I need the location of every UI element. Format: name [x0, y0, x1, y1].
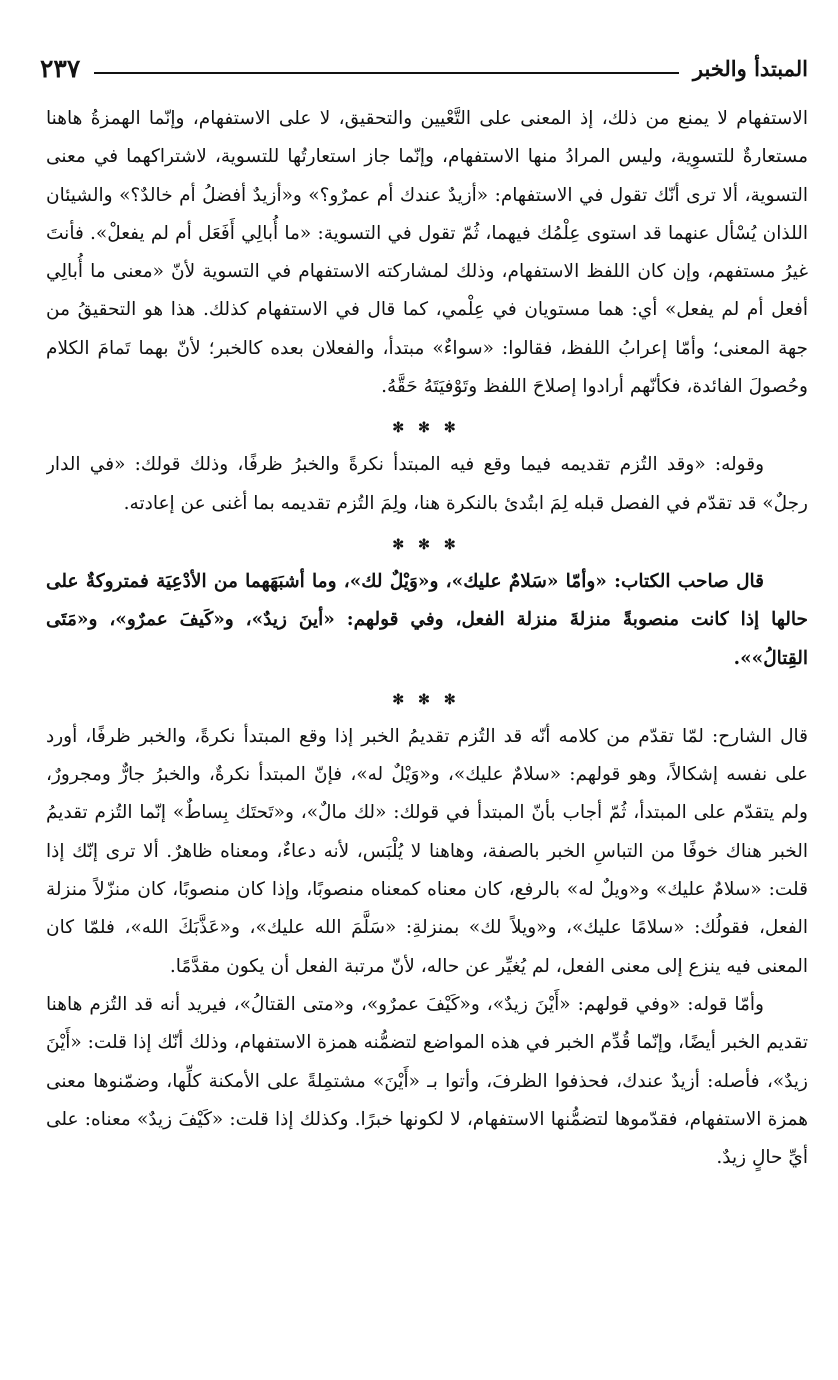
asterism-star-icon: ✻	[392, 536, 411, 553]
asterism-star-icon: ✻	[443, 536, 462, 553]
asterism-star-icon: ✻	[418, 691, 436, 708]
asterism-star-icon: ✻	[392, 691, 411, 708]
running-title: المبتدأ والخبر	[692, 55, 808, 81]
page-body	[46, 100, 808, 1370]
asterism-star-icon: ✻	[443, 420, 462, 437]
asterism-star-icon: ✻	[418, 536, 436, 553]
asterism-star-icon: ✻	[392, 420, 411, 437]
header-rule	[94, 72, 679, 74]
section-separator	[46, 527, 808, 561]
asterism-star-icon: ✻	[443, 691, 462, 708]
paragraph-1: الاستفهام لا يمنع من ذلك، إذ المعنى على التَّعْيين والتحقيق، لا على الاستفهام، وإنّما الهمزةُ هاهنا مستعارةٌ للتسوِية، وليس المرادُ منها الاستفهام، وإنّما جاز استعارتُها للتسوية، لاشتراكهما في معنى التسوية، ألا ترى أنّك تقول في الاستفهام: «أزيدٌ عندك أم عمرٌو؟» و«أزيدٌ أفضلُ أم خالدٌ؟» والشيئان اللذان يُسْأل عنهما قد استوى عِلْمُك فيهما، ثُمّ تقول في التسوية: «ما أُبالِي أَفَعَل أم لم يفعلْ». فأنتَ غيرُ مستفهم، وإن كان اللفظ الاستفهام، وذلك لمشاركته الاستفهام في التسوية لأنّ «معنى ما أُبالِي أفعل أم لم يفعل» أي: هما مستويان في عِلْمي، كما قال في الاستفهام كذلك. هذا هو التحقيقُ من جهة المعنى؛ وأمّا إعرابُ اللفظ، فقالوا: «سواءٌ» مبتدأ، والفعلان بعده كالخبر؛ لأنّ بهما تَمامَ الكلام وحُصولَ الفائدة، فكأنّهم أرادوا إصلاحَ اللفظ وتَوْفيَتَهُ حَقَّهُ.	[46, 108, 808, 398]
paragraph-2: وقوله: «وقد التُزم تقديمه فيما وقع فيه المبتدأ نكرةً والخبرُ ظرفًا، وذلك قولك: «في الدار رجلٌ» قد تقدّم في الفصل قبله لِمَ ابتُدئ بالنكرة هنا، ولِمَ التُزم تقديمه بما أغنى عن إعادته.	[46, 454, 808, 514]
page-header	[40, 48, 808, 88]
author-text-paragraph: قال صاحب الكتاب: «وأمّا «سَلامٌ عليك»، و«وَيْلٌ لك»، وما أشبَهَهما من الأدْعِيَة فمتروكةٌ على حالها إذا كانت منصوبةً منزلةَ منزلة الفعل، وفي قولهم: «أينَ زيدٌ»، و«كَيفَ عمرٌو»، و«مَتَى القِتالُ»».	[46, 570, 808, 669]
paragraph-5: وأمّا قوله: «وفي قولهم: «أَيْنَ زيدٌ»، و«كَيْفَ عمرٌو»، و«متى القتالُ»، فيريد أنه قد التُزم هاهنا تقديم الخبر أيضًا، وإنّما قُدِّم الخبر في هذه المواضع لتضمُّنه همزة الاستفهام، وذلك أنّك إذا قلت: «أَيْنَ زيدٌ»، فأصله: أزيدٌ عندك، فحذفوا الظرفَ، وأتوا بـ «أَيْنَ» مشتمِلةً على الأمكنة كلِّها، وضمّنوها معنى همزة الاستفهام، فقدّموها لتضمُّنها الاستفهام، لا لكونها خبرًا. وكذلك إذا قلت: «كَيْفَ زيدٌ» معناه: على أيِّ حالٍ زيدٌ.	[46, 993, 808, 1169]
section-separator	[46, 682, 808, 716]
page-number: ٢٣٧	[40, 53, 81, 83]
section-separator	[46, 410, 808, 444]
asterism-star-icon: ✻	[418, 420, 436, 437]
commentary-paragraph: قال الشارح: لمّا تقدّم من كلامه أنّه قد التُزم تقديمُ الخبر إذا وقع المبتدأ نكرةً، والخبر ظرفًا، أورد على نفسه إشكالاً، وهو قولهم: «سلامٌ عليك»، و«وَيْلٌ له»، فإنّ المبتدأ نكرةٌ، والخبرُ جارٌّ ومجرورٌ، ولم يتقدّم على المبتدأ، ثُمّ أجاب بأنّ المبتدأ في قولك: «لك مالٌ»، و«تَحتَك بِساطٌ» إنّما التُزم تقديمُ الخبر هناك خوفًا من التباسِ الخبر بالصفة، وهاهنا لا يُلْبَس، لأنه دعاءٌ، ومعناه ظاهرٌ. ألا ترى إنّك إذا قلت: «سلامٌ عليك» و«ويلٌ له» بالرفع، كان معناه كمعناه منصوبًا، وإذا كان منصوبًا، كان منزّلاً منزلة الفعل، فقولُك: «سلامًا عليك»، و«ويلاً لك» بمنزلةِ: «سَلَّمَ الله عليك»، و«عَذَّبَكَ الله»، فلمّا كان المعنى فيه ينزع إلى معنى الفعل، لم يُغيِّر عن حاله، لأنّ مرتبة الفعل أن يكون مقدَّمًا.	[46, 725, 808, 977]
